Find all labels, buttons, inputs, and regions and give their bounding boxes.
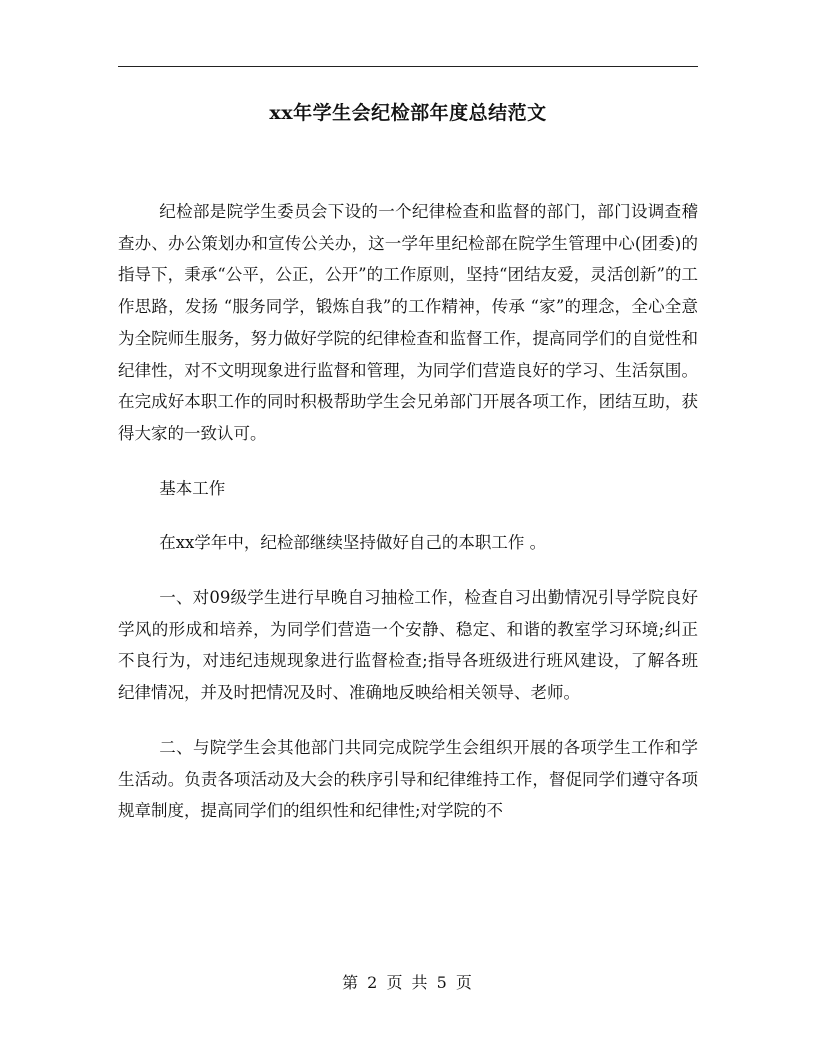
paragraph-item-one: 一、对09级学生进行早晚自习抽检工作，检查自习出勤情况引导学院良好学风的形成和培养，为同学们营造一个安静、稳定、和谐的教室学习环境;纠正不良行为，对违纪违规现象进行监督检查;指导各班级进行班风建设，了解各班纪律情况，并及时把情况及时、准确地反映给相关领导、老师。 [118, 588, 698, 703]
paragraph-basic-work-intro: 在xx学年中，纪检部继续坚持做好自己的本职工作 。 [159, 533, 547, 553]
paragraph-item-two: 二、与院学生会其他部门共同完成院学生会组织开展的各项学生工作和学生活动。负责各项活动及大会的秩序引导和纪律维持工作，督促同学们遵守各项规章制度，提高同学们的组织性和纪律性;对学院的不 [118, 737, 698, 821]
document-body [118, 196, 698, 827]
header-rule [118, 66, 698, 67]
document-title: xx年学生会纪检部年度总结范文 [269, 102, 547, 124]
page-number-footer: 第 2 页 共 5 页 [342, 973, 474, 992]
paragraph-intro: 纪检部是院学生委员会下设的一个纪律检查和监督的部门，部门设调查稽查办、办公策划办和宣传公关办，这一学年里纪检部在院学生管理中心(团委)的指导下，秉承“公平，公正，公开”的工作原则，坚持“团结友爱，灵活创新”的工作思路，发扬 “服务同学，锻炼自我”的工作精神，传承 “家”的理念，全心全意为全院师生服务，努力做好学院的纪律检查和监督工作，提高同学们的自觉性和纪律性，对不文明现象进行监督和管理，为同学们营造良好的学习、生活氛围。在完成好本职工作的同时积极帮助学生会兄弟部门开展各项工作，团结互助，获得大家的一致认可。 [118, 202, 698, 443]
section-heading-basic-work: 基本工作 [159, 478, 226, 498]
